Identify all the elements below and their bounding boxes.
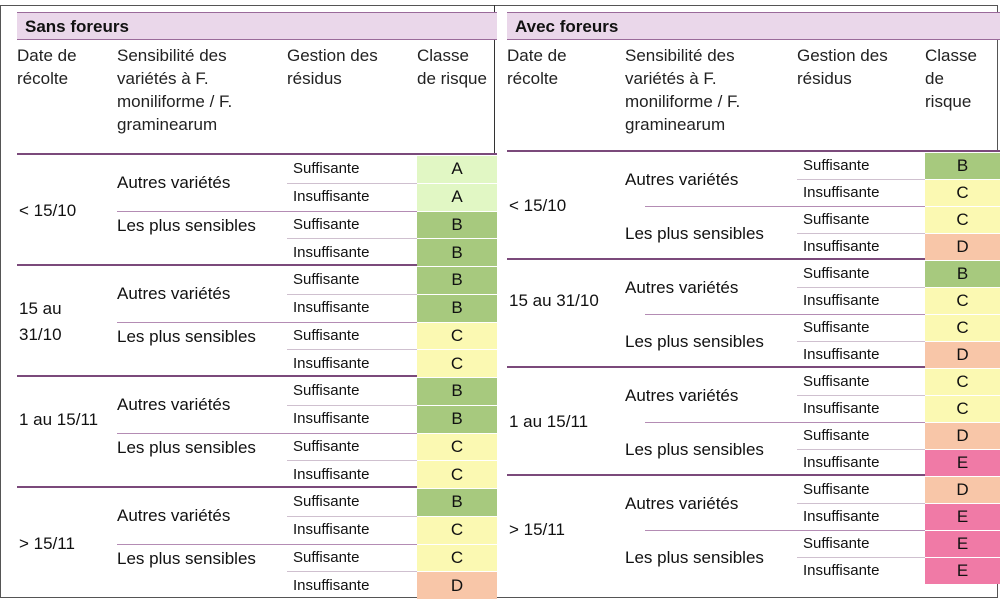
harvest-date: 15 au 31/10 — [19, 298, 62, 344]
date-group — [17, 266, 497, 377]
table-row — [287, 294, 497, 322]
risk-class-badge: E — [925, 557, 1000, 584]
risk-class-badge: E — [925, 530, 1000, 557]
row-separator — [797, 287, 925, 288]
variety-label: Les plus sensibles — [625, 223, 764, 243]
row-separator — [287, 460, 417, 461]
panel-avec-foreurs — [507, 12, 1000, 584]
risk-class-badge: B — [417, 294, 497, 322]
risk-class-badge: C — [417, 460, 497, 488]
variety-label: Autres variétés — [117, 395, 231, 415]
harvest-date: 1 au 15/11 — [19, 409, 99, 429]
row-separator — [287, 516, 417, 517]
variety-label: Autres variétés — [117, 284, 231, 304]
table-row — [287, 238, 497, 266]
risk-class-badge: C — [417, 516, 497, 544]
date-group — [507, 260, 1000, 368]
risk-class-badge: C — [925, 314, 1000, 341]
row-separator — [287, 349, 417, 350]
table-row — [797, 233, 1000, 260]
residue-management: Suffisante — [803, 535, 870, 552]
risk-class-badge: C — [925, 368, 1000, 395]
risk-class-badge: C — [925, 206, 1000, 233]
residue-management: Suffisante — [803, 157, 870, 174]
residue-management: Insuffisante — [803, 400, 880, 417]
row-separator — [287, 571, 417, 572]
risk-class-badge: D — [925, 341, 1000, 368]
table-row — [287, 544, 497, 572]
column-headers — [17, 40, 497, 155]
table-row — [797, 206, 1000, 233]
risk-class-badge: A — [417, 183, 497, 211]
residue-management: Insuffisante — [803, 184, 880, 201]
table-row — [287, 488, 497, 516]
residue-management: Insuffisante — [803, 562, 880, 579]
header-variety: Sensibilité des variétés à F. moniliforme / F. graminearum — [625, 46, 741, 134]
row-separator — [287, 183, 417, 184]
risk-class-badge: B — [417, 238, 497, 266]
row-separator — [287, 238, 417, 239]
variety-label: Autres variétés — [625, 277, 739, 297]
risk-class-badge: C — [925, 179, 1000, 206]
risk-class-badge: E — [925, 503, 1000, 530]
residue-management: Suffisante — [293, 215, 360, 233]
residue-management: Suffisante — [803, 481, 870, 498]
panel-title: Avec foreurs — [507, 12, 1000, 40]
header-variety: Sensibilité des variétés à F. moniliforme / F. graminearum — [117, 46, 233, 134]
risk-class-badge: B — [417, 211, 497, 239]
residue-management: Insuffisante — [293, 465, 370, 483]
residue-management: Suffisante — [293, 271, 360, 289]
risk-class-badge: D — [925, 476, 1000, 503]
residue-management: Insuffisante — [293, 521, 370, 539]
risk-class-badge: D — [925, 233, 1000, 260]
date-group — [17, 377, 497, 488]
table-row — [797, 395, 1000, 422]
risk-class-badge: B — [417, 405, 497, 433]
date-group — [507, 368, 1000, 476]
table-row — [287, 405, 497, 433]
table-row — [287, 377, 497, 405]
variety-label: Les plus sensibles — [117, 216, 256, 236]
risk-class-badge: B — [925, 260, 1000, 287]
row-separator — [797, 503, 925, 504]
residue-management: Suffisante — [803, 373, 870, 390]
residue-management: Suffisante — [293, 437, 360, 455]
table-row — [797, 260, 1000, 287]
risk-class-badge: D — [925, 422, 1000, 449]
variety-label: Autres variétés — [117, 506, 231, 526]
residue-management: Insuffisante — [293, 410, 370, 428]
table-row — [797, 449, 1000, 476]
row-separator — [797, 557, 925, 558]
variety-label: Les plus sensibles — [117, 327, 256, 347]
residue-management: Suffisante — [803, 319, 870, 336]
residue-management: Suffisante — [803, 211, 870, 228]
risk-class-badge: A — [417, 155, 497, 183]
table-row — [287, 571, 497, 599]
table-row — [287, 183, 497, 211]
residue-management: Insuffisante — [293, 354, 370, 372]
residue-management: Insuffisante — [293, 243, 370, 261]
table-row — [287, 155, 497, 183]
row-separator — [287, 294, 417, 295]
row-separator — [797, 233, 925, 234]
date-group — [17, 488, 497, 599]
residue-management: Suffisante — [293, 326, 360, 344]
row-separator — [287, 405, 417, 406]
residue-management: Insuffisante — [293, 576, 370, 594]
date-group — [507, 152, 1000, 260]
table-row — [797, 422, 1000, 449]
table-row — [287, 349, 497, 377]
date-group — [17, 155, 497, 266]
table-row — [797, 179, 1000, 206]
residue-management: Insuffisante — [293, 299, 370, 317]
date-group — [507, 476, 1000, 584]
table-row — [797, 368, 1000, 395]
header-risk: Classe de risque — [925, 46, 977, 111]
panel-title: Sans foreurs — [17, 12, 497, 40]
panel-sans-foreurs — [17, 12, 497, 599]
residue-management: Suffisante — [293, 382, 360, 400]
risk-class-badge: B — [925, 152, 1000, 179]
variety-label: Autres variétés — [117, 173, 231, 193]
variety-label: Autres variétés — [625, 493, 739, 513]
table-row — [287, 266, 497, 294]
risk-class-badge: E — [925, 449, 1000, 476]
residue-management: Insuffisante — [803, 292, 880, 309]
table-row — [287, 433, 497, 461]
residue-management: Suffisante — [293, 548, 360, 566]
table-row — [287, 322, 497, 350]
table-row — [797, 287, 1000, 314]
variety-label: Autres variétés — [625, 385, 739, 405]
row-separator — [797, 395, 925, 396]
variety-label: Les plus sensibles — [117, 549, 256, 569]
risk-class-badge: C — [925, 395, 1000, 422]
residue-management: Suffisante — [803, 427, 870, 444]
harvest-date: 1 au 15/11 — [509, 412, 589, 431]
row-separator — [797, 449, 925, 450]
table-row — [797, 503, 1000, 530]
risk-class-badge: C — [417, 544, 497, 572]
header-date: Date de récolte — [17, 46, 77, 88]
residue-management: Insuffisante — [803, 508, 880, 525]
table-row — [797, 341, 1000, 368]
risk-class-badge: B — [417, 488, 497, 516]
variety-label: Les plus sensibles — [625, 547, 764, 567]
column-headers — [507, 40, 1000, 152]
variety-label: Les plus sensibles — [625, 439, 764, 459]
header-management: Gestion des résidus — [797, 46, 888, 88]
harvest-date: < 15/10 — [19, 200, 77, 220]
table-row — [797, 314, 1000, 341]
risk-class-badge: C — [925, 287, 1000, 314]
variety-label: Les plus sensibles — [625, 331, 764, 351]
header-risk: Classe de risque — [417, 46, 487, 88]
residue-management: Insuffisante — [803, 238, 880, 255]
risk-class-badge: C — [417, 349, 497, 377]
risk-class-badge: C — [417, 433, 497, 461]
table-row — [287, 460, 497, 488]
residue-management: Suffisante — [293, 160, 360, 178]
residue-management: Insuffisante — [803, 454, 880, 471]
table-row — [797, 152, 1000, 179]
residue-management: Insuffisante — [293, 188, 370, 206]
harvest-date: > 15/11 — [19, 533, 75, 553]
harvest-date: 15 au 31/10 — [509, 291, 599, 310]
residue-management: Suffisante — [293, 493, 360, 511]
risk-class-badge: C — [417, 322, 497, 350]
table-row — [797, 530, 1000, 557]
variety-label: Les plus sensibles — [117, 438, 256, 458]
risk-class-badge: D — [417, 571, 497, 599]
header-date: Date de récolte — [507, 46, 567, 88]
harvest-date: > 15/11 — [509, 520, 565, 539]
residue-management: Insuffisante — [803, 346, 880, 363]
harvest-date: < 15/10 — [509, 196, 567, 215]
risk-class-badge: B — [417, 266, 497, 294]
table-row — [797, 476, 1000, 503]
table-row — [287, 211, 497, 239]
header-management: Gestion des résidus — [287, 46, 378, 88]
row-separator — [797, 341, 925, 342]
risk-class-badge: B — [417, 377, 497, 405]
row-separator — [797, 179, 925, 180]
table-row — [287, 516, 497, 544]
table-row — [797, 557, 1000, 584]
variety-label: Autres variétés — [625, 169, 739, 189]
residue-management: Suffisante — [803, 265, 870, 282]
